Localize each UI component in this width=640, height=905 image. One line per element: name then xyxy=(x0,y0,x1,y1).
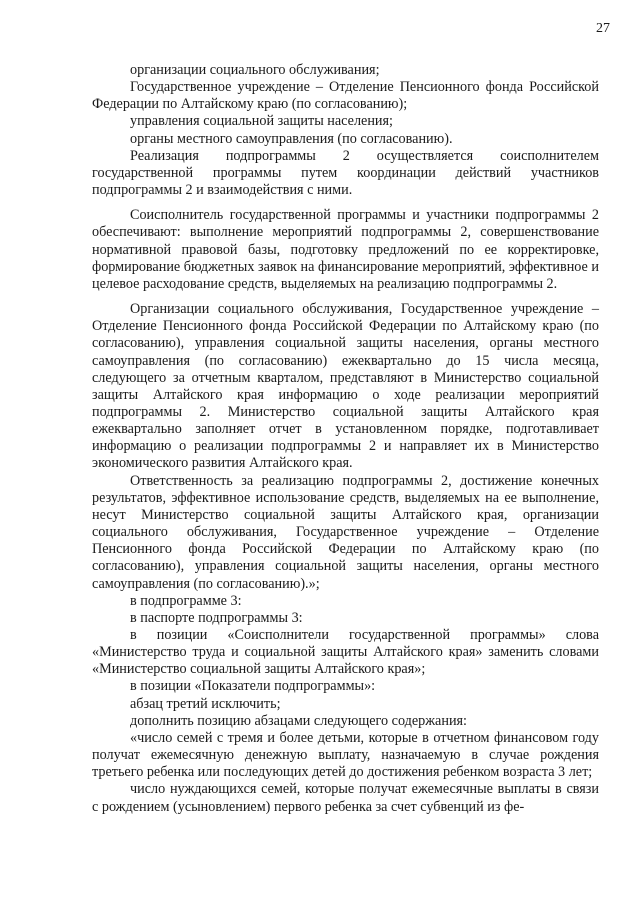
page-number: 27 xyxy=(596,21,610,36)
text-line: в подпрограмме 3: xyxy=(130,592,242,609)
paragraph: Организации социального обслуживания, Государственное учреждение – Отделение Пенсионного фонда Российской Федерации по Алтайскому краю (по согласованию), управления социальной защиты населения, органы местного самоуправления (по согласованию) ежеквартально до 15 числа месяца, следующего за отчетным кварталом, представляют в Министерство социальной защиты Алтайского края информацию о ходе реализации мероприятий подпрограммы 2. Министерство социальной защиты Алтайского края ежеквартально заполняет отчет в установленном порядке, подготавливает информацию о реализации подпрограммы 2 и направляет их в Министерство экономического развития Алтайского края. xyxy=(92,301,599,472)
text-line: дополнить позицию абзацами следующего содержания: xyxy=(130,712,468,729)
paragraph: Ответственность за реализацию подпрограммы 2, достижение конечных результатов, эффективное использование средств, выделяемых на ее выполнение, несут Министерство социальной защиты Алтайского края, организации социального обслуживания, Государственное учреждение – Отделение Пенсионного фонда Российской Федерации по Алтайскому краю (по согласованию), управления социальной защиты населения, органы местного самоуправления (по согласованию).»; xyxy=(92,472,599,592)
document-body xyxy=(92,62,599,816)
paragraph: Государственное учреждение – Отделение Пенсионного фонда Российской Федерации по Алтайскому краю (по согласованию); xyxy=(92,79,599,113)
paragraph: Соисполнитель государственной программы и участники подпрограммы 2 обеспечивают: выполнение мероприятий подпрограммы 2, совершенствование нормативной правовой базы, подготовку предложений по ее корректировке, формирование бюджетных заявок на финансирование мероприятий, эффективное и целевое расходование средств, выделяемых на реализацию подпрограммы 2. xyxy=(92,207,599,292)
paragraph: «число семей с тремя и более детьми, которые в отчетном финансовом году получат ежемесячную денежную выплату, назначаемую в случае рождения третьего ребенка или последующих детей до достижения ребенком возраста 3 лет; xyxy=(92,729,599,781)
paragraph: число нуждающихся семей, которые получат ежемесячные выплаты в связи с рождением (усыновлением) первого ребенка за счет субвенций из фе- xyxy=(92,781,599,815)
text-line: органы местного самоуправления (по согласованию). xyxy=(130,130,453,147)
text-line: в позиции «Показатели подпрограммы»: xyxy=(130,678,376,695)
text-line: в паспорте подпрограммы 3: xyxy=(130,609,303,626)
text-line: абзац третий исключить; xyxy=(130,695,281,712)
paragraph: Реализация подпрограммы 2 осуществляется соисполнителем государственной программы путем координации действий участников подпрограммы 2 и взаимодействия с ними. xyxy=(92,147,599,199)
text-line: организации социального обслуживания; xyxy=(130,62,380,78)
paragraph: в позиции «Соисполнители государственной программы» слова «Министерство труда и социальной защиты Алтайского края» заменить словами «Министерство социальной защиты Алтайского края»; xyxy=(92,627,599,678)
text-line: управления социальной защиты населения; xyxy=(130,113,393,130)
